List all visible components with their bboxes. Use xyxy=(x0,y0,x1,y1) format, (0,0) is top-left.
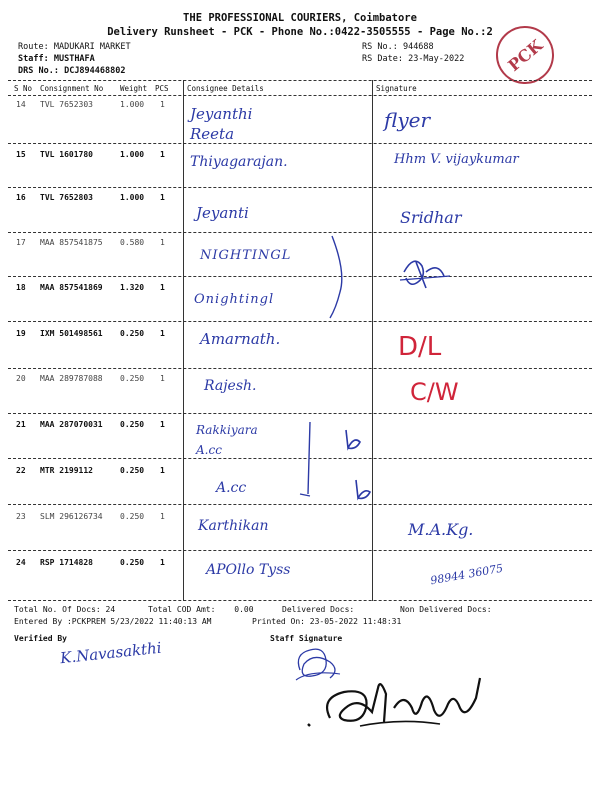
row-weight: 0.250 xyxy=(120,420,145,429)
row-weight: 0.250 xyxy=(120,466,145,475)
row-sno: 21 xyxy=(16,420,26,429)
row-pcs: 1 xyxy=(160,558,165,567)
rs-no-label: RS No.: xyxy=(362,42,398,52)
signature-handwriting: Hhm V. vijaykumar xyxy=(394,152,519,167)
row-sno: 19 xyxy=(16,329,26,338)
row-pcs: 1 xyxy=(160,512,165,521)
staff-label: Staff: xyxy=(18,54,49,64)
row-sno: 24 xyxy=(16,558,26,567)
total-docs-label: Total No. Of Docs: xyxy=(14,605,101,614)
row-rule xyxy=(8,187,592,188)
shared-signature-mark xyxy=(296,416,376,502)
runsheet-subtitle: Delivery Runsheet - PCK - Phone No.:0422-3505555 - Page No.:2 xyxy=(107,26,493,38)
total-cod-label: Total COD Amt: xyxy=(148,605,216,614)
col-header-consignee: Consignee Details xyxy=(187,84,264,93)
row-sno: 17 xyxy=(16,238,26,247)
header-rule-top xyxy=(8,80,592,81)
total-cod-value: 0.00 xyxy=(234,605,254,614)
row-sno: 14 xyxy=(16,100,26,109)
signature-handwriting: D/L xyxy=(398,332,442,362)
row-rule xyxy=(8,232,592,233)
row-consignment: RSP 1714828 xyxy=(40,558,93,567)
row-pcs: 1 xyxy=(160,420,165,429)
row-pcs: 1 xyxy=(160,374,165,383)
consignee-handwriting: A.cc xyxy=(216,480,247,496)
total-cod-line xyxy=(148,605,254,614)
row-sno: 16 xyxy=(16,193,26,202)
consignee-handwriting: Onightingl xyxy=(194,292,275,307)
row-weight: 0.250 xyxy=(120,374,145,383)
row-rule xyxy=(8,276,592,277)
row-weight: 0.250 xyxy=(120,329,145,338)
row-rule xyxy=(8,413,592,414)
row-consignment: SLM 296126734 xyxy=(40,512,103,521)
col-header-signature: Signature xyxy=(376,84,417,93)
row-rule xyxy=(8,600,592,601)
column-divider-consignee xyxy=(183,80,184,601)
consignee-handwriting: NIGHTINGL xyxy=(200,248,292,263)
row-sno: 23 xyxy=(16,512,26,521)
drs-label: DRS No.: xyxy=(18,66,59,76)
staff-signature-label: Staff Signature xyxy=(270,634,343,643)
signature-handwriting: M.A.Kg. xyxy=(408,520,474,539)
row-rule xyxy=(8,504,592,505)
staff-line xyxy=(18,54,95,64)
col-header-sno: S No xyxy=(14,84,33,93)
signature-handwriting: Sridhar xyxy=(400,208,462,227)
row-pcs: 1 xyxy=(160,238,165,247)
rs-no-value: 944688 xyxy=(402,42,434,52)
verified-by-signature: K.Navasakthi xyxy=(59,638,163,668)
row-pcs: 1 xyxy=(160,150,165,159)
consignee-handwriting: Jeyanthi Reeta xyxy=(190,105,253,143)
consignee-handwriting: Rajesh. xyxy=(204,378,257,394)
company-title: THE PROFESSIONAL COURIERS, Coimbatore xyxy=(183,12,417,24)
col-header-weight: Weight xyxy=(120,84,148,93)
row-consignment: MAA 287070031 xyxy=(40,420,103,429)
row-consignment: TVL 7652303 xyxy=(40,100,93,109)
row-rule xyxy=(8,321,592,322)
rs-no-line xyxy=(362,42,434,52)
signature-handwriting: 98944 36075 xyxy=(429,561,505,588)
row-sno: 20 xyxy=(16,374,26,383)
signature-handwriting: flyer xyxy=(384,108,431,132)
row-rule xyxy=(8,550,592,551)
entered-by: Entered By :PCKPREM 5/23/2022 11:40:13 AM xyxy=(14,617,212,626)
row-pcs: 1 xyxy=(160,283,165,292)
staff-value: MUSTHAFA xyxy=(53,54,95,64)
row-sno: 22 xyxy=(16,466,26,475)
rs-date-line xyxy=(362,54,464,64)
row-pcs: 1 xyxy=(160,193,165,202)
stamp-text: PCK xyxy=(504,35,546,75)
consignee-handwriting: Amarnath. xyxy=(200,330,281,348)
row-pcs: 1 xyxy=(160,329,165,338)
row-sno: 15 xyxy=(16,150,26,159)
row-consignment: MAA 289787088 xyxy=(40,374,103,383)
printed-on: Printed On: 23-05-2022 11:48:31 xyxy=(252,617,402,626)
totals-line xyxy=(14,605,115,614)
row-consignment: MAA 857541875 xyxy=(40,238,103,247)
consignee-handwriting: Karthikan xyxy=(198,518,269,534)
consignee-handwriting: Jeyanti xyxy=(196,204,249,222)
row-weight: 1.000 xyxy=(120,150,145,159)
row-rule xyxy=(8,368,592,369)
non-delivered-docs-label: Non Delivered Docs: xyxy=(400,605,492,614)
column-divider-signature xyxy=(372,80,373,601)
staff-signature-mark-large xyxy=(300,668,500,738)
row-weight: 0.250 xyxy=(120,512,145,521)
row-weight: 1.320 xyxy=(120,283,145,292)
row-weight: 1.000 xyxy=(120,100,145,109)
consignee-handwriting: Thiyagarajan. xyxy=(190,154,288,170)
route-line xyxy=(18,42,131,52)
row-consignment: MTR 2199112 xyxy=(40,466,93,475)
row-consignment: MAA 857541869 xyxy=(40,283,103,292)
row-sno: 18 xyxy=(16,283,26,292)
col-header-consignment: Consignment No xyxy=(40,84,104,93)
total-docs-value: 24 xyxy=(105,605,116,614)
consignee-handwriting: APOllo Tyss xyxy=(206,562,291,578)
signature-handwriting: C/W xyxy=(410,378,459,406)
delivered-docs-label: Delivered Docs: xyxy=(282,605,355,614)
verified-by-label: Verified By xyxy=(14,634,67,643)
row-consignment: TVL 1601780 xyxy=(40,150,93,159)
row-weight: 0.250 xyxy=(120,558,145,567)
drs-line xyxy=(18,66,126,76)
row-rule xyxy=(8,143,592,144)
row-pcs: 1 xyxy=(160,466,165,475)
row-consignment: TVL 7652803 xyxy=(40,193,93,202)
row-consignment: IXM 501498561 xyxy=(40,329,103,338)
header-rule-bottom xyxy=(8,95,592,96)
col-header-pcs: PCS xyxy=(155,84,169,93)
consignee-handwriting: Rakkiyara A.cc xyxy=(196,423,258,457)
rs-date-value: 23-May-2022 xyxy=(408,54,465,64)
row-weight: 0.580 xyxy=(120,238,145,247)
route-label: Route: xyxy=(18,42,49,52)
row-pcs: 1 xyxy=(160,100,165,109)
row-weight: 1.000 xyxy=(120,193,145,202)
route-value: MADUKARI MARKET xyxy=(53,42,131,52)
shared-signature-mark xyxy=(326,232,456,322)
drs-value: DCJ894468802 xyxy=(64,66,126,76)
rs-date-label: RS Date: xyxy=(362,54,403,64)
